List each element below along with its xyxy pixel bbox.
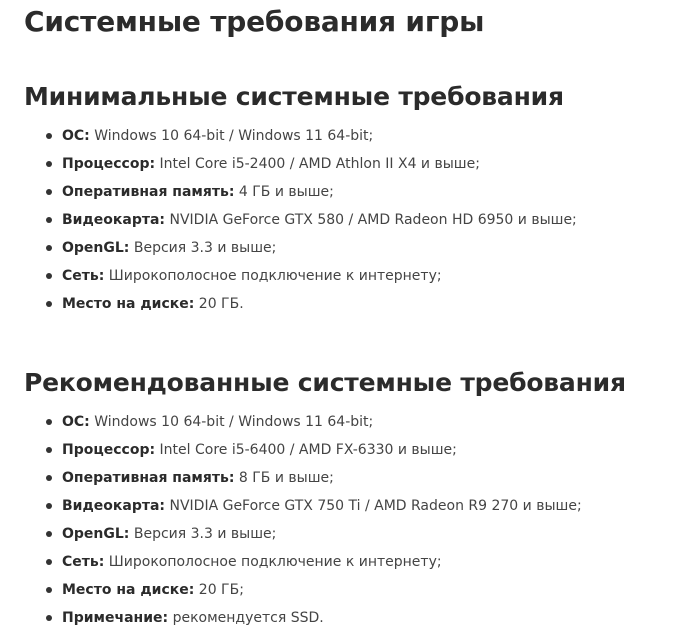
requirement-value: Версия 3.3 и выше; — [129, 526, 277, 542]
requirement-ram — [24, 464, 669, 492]
requirement-value: NVIDIA GeForce GTX 750 Ti / AMD Radeon R9 270 и выше; — [165, 498, 582, 514]
requirement-value: Широкополосное подключение к интернету; — [104, 554, 442, 570]
recommended-requirements-section — [24, 366, 669, 632]
minimum-requirements-list — [24, 122, 669, 318]
recommended-requirements-title: Рекомендованные системные требования — [24, 368, 626, 397]
requirement-label: Место на диске: — [62, 582, 195, 598]
requirement-storage — [24, 290, 669, 318]
requirement-label: ОС: — [62, 128, 90, 144]
requirement-storage — [24, 576, 669, 604]
requirement-gpu — [24, 492, 669, 520]
requirement-gpu — [24, 206, 669, 234]
requirement-os — [24, 408, 669, 436]
bullet-icon — [46, 273, 52, 279]
bullet-icon — [46, 559, 52, 565]
requirement-label: Видеокарта: — [62, 212, 166, 228]
recommended-requirements-list — [24, 408, 669, 632]
requirement-value: 20 ГБ. — [194, 296, 244, 312]
bullet-icon — [46, 587, 52, 593]
bullet-icon — [46, 503, 52, 509]
requirement-label: Оперативная память: — [62, 470, 235, 486]
bullet-icon — [46, 419, 52, 425]
page-title: Системные требования игры — [24, 5, 485, 38]
bullet-icon — [46, 615, 52, 621]
bullet-icon — [46, 189, 52, 195]
minimum-requirements-section — [24, 80, 669, 318]
requirement-value: Intel Core i5-2400 / AMD Athlon II X4 и выше; — [155, 156, 480, 172]
requirement-label: Место на диске: — [62, 296, 195, 312]
requirement-label: Видеокарта: — [62, 498, 166, 514]
requirement-opengl — [24, 520, 669, 548]
requirement-label: Сеть: — [62, 554, 105, 570]
bullet-icon — [46, 301, 52, 307]
requirement-value: 20 ГБ; — [194, 582, 244, 598]
requirement-value: рекомендуется SSD. — [168, 610, 324, 626]
requirement-ram — [24, 178, 669, 206]
requirement-value: 8 ГБ и выше; — [234, 470, 334, 486]
requirement-cpu — [24, 436, 669, 464]
requirement-value: Широкополосное подключение к интернету; — [104, 268, 442, 284]
requirement-opengl — [24, 234, 669, 262]
bullet-icon — [46, 475, 52, 481]
requirement-value: NVIDIA GeForce GTX 580 / AMD Radeon HD 6950 и выше; — [165, 212, 577, 228]
requirement-network — [24, 548, 669, 576]
requirement-value: Windows 10 64-bit / Windows 11 64-bit; — [89, 128, 374, 144]
minimum-requirements-title: Минимальные системные требования — [24, 82, 564, 111]
requirement-os — [24, 122, 669, 150]
bullet-icon — [46, 531, 52, 537]
requirement-value: 4 ГБ и выше; — [234, 184, 334, 200]
requirement-label: Сеть: — [62, 268, 105, 284]
requirement-value: Windows 10 64-bit / Windows 11 64-bit; — [89, 414, 374, 430]
bullet-icon — [46, 133, 52, 139]
requirement-value: Intel Core i5-6400 / AMD FX-6330 и выше; — [155, 442, 457, 458]
requirement-label: Процессор: — [62, 442, 156, 458]
bullet-icon — [46, 447, 52, 453]
requirement-label: Примечание: — [62, 610, 169, 626]
requirement-label: Оперативная память: — [62, 184, 235, 200]
requirement-value: Версия 3.3 и выше; — [129, 240, 277, 256]
bullet-icon — [46, 245, 52, 251]
requirement-label: ОС: — [62, 414, 90, 430]
bullet-icon — [46, 217, 52, 223]
requirement-network — [24, 262, 669, 290]
requirement-label: OpenGL: — [62, 240, 130, 256]
bullet-icon — [46, 161, 52, 167]
requirement-label: Процессор: — [62, 156, 156, 172]
requirement-label: OpenGL: — [62, 526, 130, 542]
requirement-note — [24, 604, 669, 632]
requirement-cpu — [24, 150, 669, 178]
